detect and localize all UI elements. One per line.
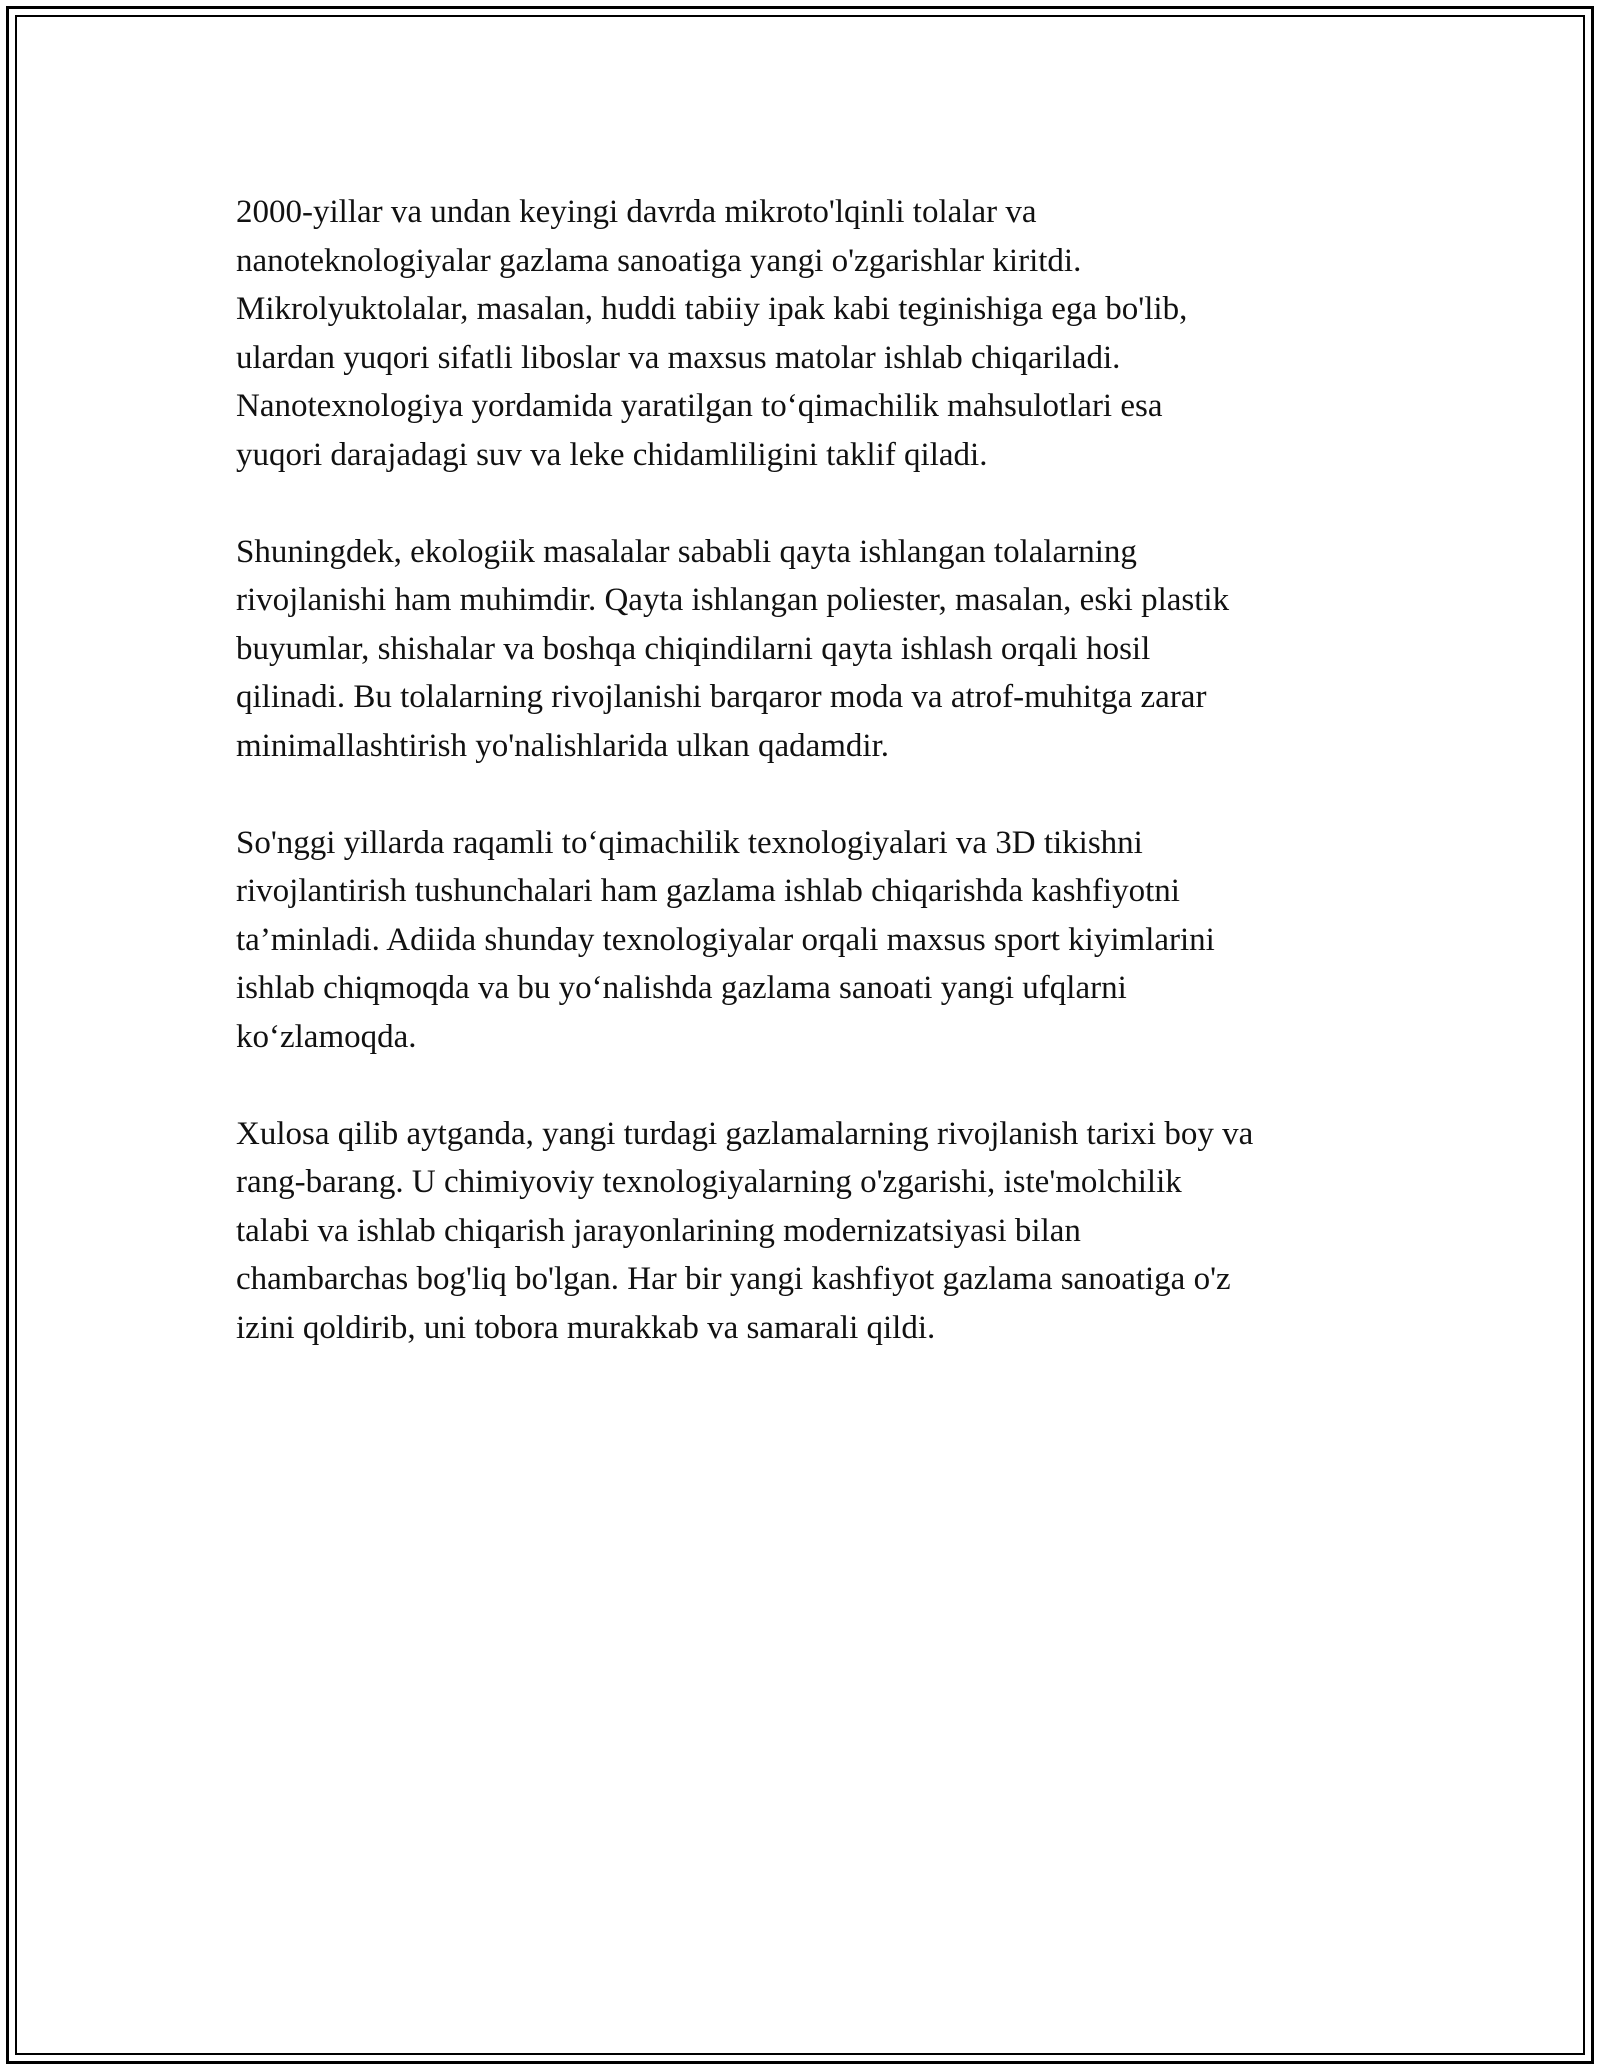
text-line: rivojlantirish tushunchalari ham gazlama ishlab chiqarishda kashfiyotni xyxy=(236,873,1180,909)
text-line: Mikrolyuktolalar, masalan, huddi tabiiy ipak kabi teginishiga ega bo'lib, xyxy=(236,291,1188,327)
paragraph-2 xyxy=(236,528,1386,771)
text-line: ishlab chiqmoqda va bu yo‘nalishda gazlama sanoati yangi ufqlarni xyxy=(236,970,1127,1006)
paragraph-1 xyxy=(236,188,1386,479)
text-line: Shuningdek, ekologiik masalalar sababli qayta ishlangan tolalarning xyxy=(236,533,1137,570)
text-line: rang-barang. U chimiyoviy texnologiyalarning o'zgarishi, iste'molchilik xyxy=(236,1164,1182,1200)
text-line: minimallashtirish yo'nalishlarida ulkan qadamdir. xyxy=(236,727,889,764)
text-line: ko‘zlamoqda. xyxy=(236,1018,417,1055)
text-line: ulardan yuqori sifatli liboslar va maxsus matolar ishlab chiqariladi. xyxy=(236,339,1121,376)
text-line: yuqori darajadagi suv va leke chidamliligini taklif qiladi. xyxy=(236,436,988,473)
document-body xyxy=(236,188,1386,1401)
text-line: qilinadi. Bu tolalarning rivojlanishi barqaror moda va atrof-muhitga zarar xyxy=(236,679,1207,715)
text-line: 2000-yillar va undan keyingi davrda mikroto'lqinli tolalar va xyxy=(236,194,1037,230)
text-line: nanoteknologiyalar gazlama sanoatiga yangi o'zgarishlar kiritdi. xyxy=(236,242,1082,279)
text-line: chambarchas bog'liq bo'lgan. Har bir yangi kashfiyot gazlama sanoatiga o'z xyxy=(236,1261,1231,1297)
text-line: So'nggi yillarda raqamli to‘qimachilik texnologiyalari va 3D tikishni xyxy=(236,824,1143,861)
text-line: Nanotexnologiya yordamida yaratilgan to‘qimachilik mahsulotlari esa xyxy=(236,388,1163,424)
text-line: ta’minladi. Adiida shunday texnologiyalar orqali maxsus sport kiyimlarini xyxy=(236,921,1215,958)
text-line: buyumlar, shishalar va boshqa chiqindilarni qayta ishlash orqali hosil xyxy=(236,630,1151,667)
text-line: talabi va ishlab chiqarish jarayonlarining modernizatsiyasi bilan xyxy=(236,1212,1081,1249)
text-line: izini qoldirib, uni tobora murakkab va samarali qildi. xyxy=(236,1309,936,1346)
paragraph-3 xyxy=(236,819,1386,1062)
paragraph-4 xyxy=(236,1110,1386,1353)
text-line: Xulosa qilib aytganda, yangi turdagi gazlamalarning rivojlanish tarixi boy va xyxy=(236,1115,1254,1152)
text-line: rivojlanishi ham muhimdir. Qayta ishlangan poliester, masalan, eski plastik xyxy=(236,582,1230,618)
